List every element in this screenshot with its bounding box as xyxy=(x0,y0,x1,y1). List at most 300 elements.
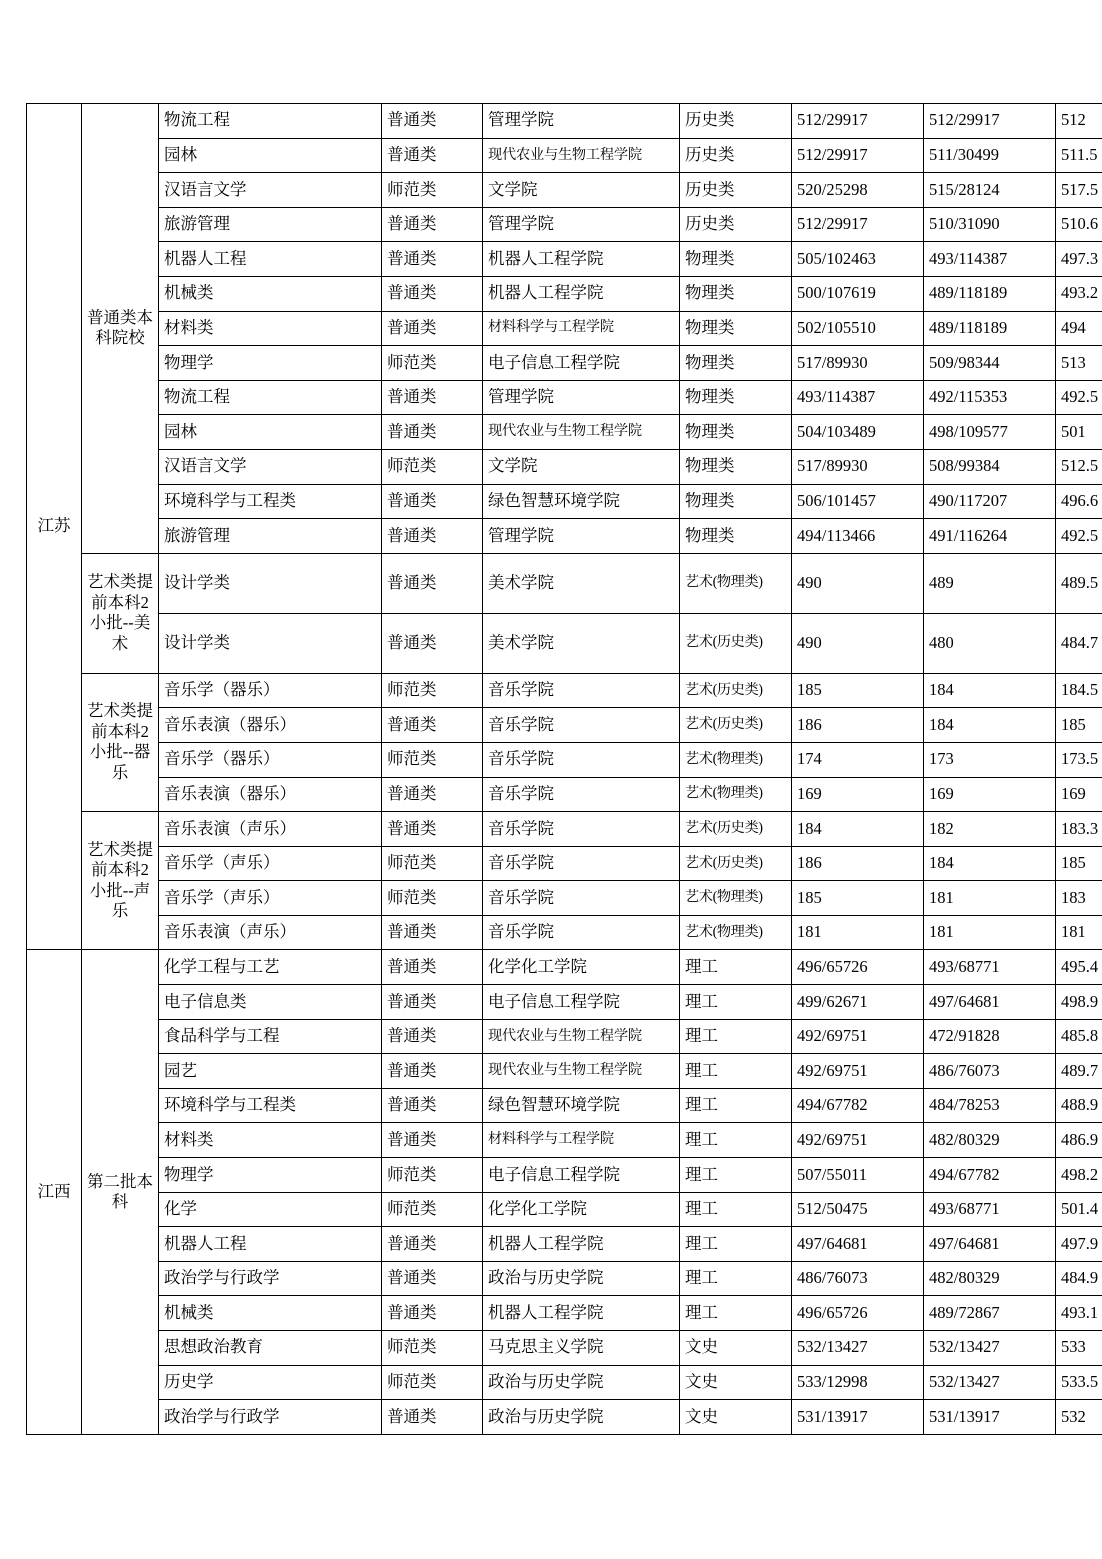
subject-cell: 物理类 xyxy=(680,346,792,381)
highest-score-cell: 520/25298 xyxy=(792,173,924,208)
subject-cell: 理工 xyxy=(680,1227,792,1262)
college-cell: 现代农业与生物工程学院 xyxy=(483,415,680,450)
province-cell: 江西 xyxy=(27,950,82,1434)
subject-cell: 文史 xyxy=(680,1365,792,1400)
subject-cell: 物理类 xyxy=(680,242,792,277)
table-row xyxy=(27,742,1102,777)
average-score-cell: 501.4 xyxy=(1056,1192,1102,1227)
subject-cell: 物理类 xyxy=(680,380,792,415)
subject-cell: 历史类 xyxy=(680,207,792,242)
lowest-score-cell: 532/13427 xyxy=(924,1365,1056,1400)
type-cell: 普通类 xyxy=(382,708,483,743)
highest-score-cell: 490 xyxy=(792,613,924,673)
major-cell: 旅游管理 xyxy=(159,207,382,242)
major-cell: 音乐表演（器乐） xyxy=(159,708,382,743)
college-cell: 化学化工学院 xyxy=(483,1192,680,1227)
table-row xyxy=(27,1088,1102,1123)
average-score-cell: 494 xyxy=(1056,311,1102,346)
type-cell: 普通类 xyxy=(382,104,483,139)
college-cell: 电子信息工程学院 xyxy=(483,985,680,1020)
average-score-cell: 485.8 xyxy=(1056,1019,1102,1054)
lowest-score-cell: 184 xyxy=(924,673,1056,708)
table-row xyxy=(27,415,1102,450)
province-cell: 江苏 xyxy=(27,104,82,950)
college-cell: 美术学院 xyxy=(483,613,680,673)
major-cell: 物流工程 xyxy=(159,380,382,415)
lowest-score-cell: 509/98344 xyxy=(924,346,1056,381)
type-cell: 普通类 xyxy=(382,1261,483,1296)
lowest-score-cell: 497/64681 xyxy=(924,1227,1056,1262)
major-cell: 历史学 xyxy=(159,1365,382,1400)
type-cell: 普通类 xyxy=(382,276,483,311)
table-row xyxy=(27,138,1102,173)
table-row xyxy=(27,346,1102,381)
batch-cell: 艺术类提前本科2小批--器乐 xyxy=(82,673,159,811)
major-cell: 设计学类 xyxy=(159,613,382,673)
average-score-cell: 185 xyxy=(1056,708,1102,743)
college-cell: 绿色智慧环境学院 xyxy=(483,1088,680,1123)
type-cell: 师范类 xyxy=(382,449,483,484)
college-cell: 管理学院 xyxy=(483,207,680,242)
type-cell: 普通类 xyxy=(382,1088,483,1123)
major-cell: 音乐学（器乐） xyxy=(159,742,382,777)
highest-score-cell: 169 xyxy=(792,777,924,812)
type-cell: 师范类 xyxy=(382,742,483,777)
average-score-cell: 489.7 xyxy=(1056,1054,1102,1089)
table-row xyxy=(27,1054,1102,1089)
page-content xyxy=(26,103,1099,1435)
lowest-score-cell: 494/67782 xyxy=(924,1158,1056,1193)
subject-cell: 艺术(历史类) xyxy=(680,613,792,673)
highest-score-cell: 486/76073 xyxy=(792,1261,924,1296)
subject-cell: 历史类 xyxy=(680,104,792,139)
highest-score-cell: 490 xyxy=(792,553,924,613)
type-cell: 师范类 xyxy=(382,846,483,881)
type-cell: 普通类 xyxy=(382,380,483,415)
subject-cell: 理工 xyxy=(680,985,792,1020)
table-row xyxy=(27,1296,1102,1331)
college-cell: 文学院 xyxy=(483,449,680,484)
type-cell: 普通类 xyxy=(382,950,483,985)
highest-score-cell: 532/13427 xyxy=(792,1331,924,1366)
major-cell: 化学 xyxy=(159,1192,382,1227)
highest-score-cell: 512/29917 xyxy=(792,104,924,139)
average-score-cell: 185 xyxy=(1056,846,1102,881)
major-cell: 电子信息类 xyxy=(159,985,382,1020)
table-row xyxy=(27,380,1102,415)
subject-cell: 理工 xyxy=(680,1088,792,1123)
college-cell: 政治与历史学院 xyxy=(483,1365,680,1400)
college-cell: 音乐学院 xyxy=(483,673,680,708)
highest-score-cell: 186 xyxy=(792,708,924,743)
major-cell: 政治学与行政学 xyxy=(159,1261,382,1296)
college-cell: 机器人工程学院 xyxy=(483,276,680,311)
lowest-score-cell: 482/80329 xyxy=(924,1261,1056,1296)
average-score-cell: 173.5 xyxy=(1056,742,1102,777)
table-row xyxy=(27,985,1102,1020)
college-cell: 音乐学院 xyxy=(483,915,680,950)
type-cell: 师范类 xyxy=(382,881,483,916)
admission-score-table xyxy=(26,103,1102,1435)
highest-score-cell: 186 xyxy=(792,846,924,881)
highest-score-cell: 506/101457 xyxy=(792,484,924,519)
table-row xyxy=(27,484,1102,519)
table-row xyxy=(27,242,1102,277)
subject-cell: 艺术(历史类) xyxy=(680,846,792,881)
highest-score-cell: 517/89930 xyxy=(792,346,924,381)
lowest-score-cell: 489/118189 xyxy=(924,276,1056,311)
highest-score-cell: 507/55011 xyxy=(792,1158,924,1193)
type-cell: 师范类 xyxy=(382,1365,483,1400)
major-cell: 旅游管理 xyxy=(159,519,382,554)
lowest-score-cell: 173 xyxy=(924,742,1056,777)
lowest-score-cell: 493/114387 xyxy=(924,242,1056,277)
lowest-score-cell: 508/99384 xyxy=(924,449,1056,484)
subject-cell: 物理类 xyxy=(680,484,792,519)
type-cell: 普通类 xyxy=(382,1019,483,1054)
subject-cell: 理工 xyxy=(680,1054,792,1089)
lowest-score-cell: 510/31090 xyxy=(924,207,1056,242)
major-cell: 机器人工程 xyxy=(159,242,382,277)
table-row xyxy=(27,846,1102,881)
table-row xyxy=(27,613,1102,673)
subject-cell: 历史类 xyxy=(680,173,792,208)
highest-score-cell: 185 xyxy=(792,673,924,708)
table-row xyxy=(27,1227,1102,1262)
type-cell: 师范类 xyxy=(382,173,483,208)
subject-cell: 艺术(物理类) xyxy=(680,881,792,916)
table-row xyxy=(27,1019,1102,1054)
highest-score-cell: 512/50475 xyxy=(792,1192,924,1227)
subject-cell: 文史 xyxy=(680,1331,792,1366)
average-score-cell: 489.5 xyxy=(1056,553,1102,613)
highest-score-cell: 174 xyxy=(792,742,924,777)
subject-cell: 理工 xyxy=(680,1261,792,1296)
highest-score-cell: 512/29917 xyxy=(792,207,924,242)
major-cell: 材料类 xyxy=(159,311,382,346)
college-cell: 音乐学院 xyxy=(483,742,680,777)
lowest-score-cell: 490/117207 xyxy=(924,484,1056,519)
major-cell: 环境科学与工程类 xyxy=(159,1088,382,1123)
college-cell: 文学院 xyxy=(483,173,680,208)
college-cell: 绿色智慧环境学院 xyxy=(483,484,680,519)
major-cell: 设计学类 xyxy=(159,553,382,613)
type-cell: 普通类 xyxy=(382,777,483,812)
subject-cell: 艺术(物理类) xyxy=(680,553,792,613)
table-row xyxy=(27,1400,1102,1435)
lowest-score-cell: 489 xyxy=(924,553,1056,613)
highest-score-cell: 505/102463 xyxy=(792,242,924,277)
type-cell: 普通类 xyxy=(382,613,483,673)
major-cell: 政治学与行政学 xyxy=(159,1400,382,1435)
lowest-score-cell: 497/64681 xyxy=(924,985,1056,1020)
table-row xyxy=(27,207,1102,242)
major-cell: 园林 xyxy=(159,415,382,450)
type-cell: 普通类 xyxy=(382,1296,483,1331)
lowest-score-cell: 493/68771 xyxy=(924,950,1056,985)
table-row xyxy=(27,1331,1102,1366)
table-row xyxy=(27,812,1102,847)
major-cell: 物理学 xyxy=(159,346,382,381)
type-cell: 普通类 xyxy=(382,242,483,277)
subject-cell: 文史 xyxy=(680,1400,792,1435)
highest-score-cell: 500/107619 xyxy=(792,276,924,311)
table-row xyxy=(27,276,1102,311)
college-cell: 管理学院 xyxy=(483,519,680,554)
college-cell: 政治与历史学院 xyxy=(483,1261,680,1296)
major-cell: 食品科学与工程 xyxy=(159,1019,382,1054)
college-cell: 机器人工程学院 xyxy=(483,1227,680,1262)
table-row xyxy=(27,1192,1102,1227)
major-cell: 汉语言文学 xyxy=(159,173,382,208)
type-cell: 师范类 xyxy=(382,346,483,381)
table-row xyxy=(27,1261,1102,1296)
subject-cell: 艺术(物理类) xyxy=(680,777,792,812)
table-row xyxy=(27,881,1102,916)
type-cell: 普通类 xyxy=(382,1400,483,1435)
highest-score-cell: 492/69751 xyxy=(792,1054,924,1089)
average-score-cell: 495.4 xyxy=(1056,950,1102,985)
table-row xyxy=(27,553,1102,613)
lowest-score-cell: 515/28124 xyxy=(924,173,1056,208)
college-cell: 现代农业与生物工程学院 xyxy=(483,1019,680,1054)
lowest-score-cell: 532/13427 xyxy=(924,1331,1056,1366)
table-row xyxy=(27,673,1102,708)
college-cell: 现代农业与生物工程学院 xyxy=(483,138,680,173)
college-cell: 材料科学与工程学院 xyxy=(483,311,680,346)
college-cell: 音乐学院 xyxy=(483,881,680,916)
major-cell: 机械类 xyxy=(159,1296,382,1331)
average-score-cell: 533.5 xyxy=(1056,1365,1102,1400)
college-cell: 音乐学院 xyxy=(483,846,680,881)
average-score-cell: 497.9 xyxy=(1056,1227,1102,1262)
average-score-cell: 533 xyxy=(1056,1331,1102,1366)
type-cell: 师范类 xyxy=(382,1192,483,1227)
lowest-score-cell: 498/109577 xyxy=(924,415,1056,450)
major-cell: 园艺 xyxy=(159,1054,382,1089)
major-cell: 音乐表演（器乐） xyxy=(159,777,382,812)
type-cell: 普通类 xyxy=(382,138,483,173)
average-score-cell: 532 xyxy=(1056,1400,1102,1435)
college-cell: 电子信息工程学院 xyxy=(483,346,680,381)
college-cell: 音乐学院 xyxy=(483,708,680,743)
average-score-cell: 498.2 xyxy=(1056,1158,1102,1193)
major-cell: 机械类 xyxy=(159,276,382,311)
highest-score-cell: 504/103489 xyxy=(792,415,924,450)
average-score-cell: 183 xyxy=(1056,881,1102,916)
subject-cell: 历史类 xyxy=(680,138,792,173)
lowest-score-cell: 484/78253 xyxy=(924,1088,1056,1123)
lowest-score-cell: 181 xyxy=(924,915,1056,950)
subject-cell: 理工 xyxy=(680,1296,792,1331)
type-cell: 师范类 xyxy=(382,1331,483,1366)
lowest-score-cell: 491/116264 xyxy=(924,519,1056,554)
major-cell: 音乐学（声乐） xyxy=(159,846,382,881)
type-cell: 普通类 xyxy=(382,812,483,847)
subject-cell: 理工 xyxy=(680,1019,792,1054)
type-cell: 普通类 xyxy=(382,207,483,242)
highest-score-cell: 494/67782 xyxy=(792,1088,924,1123)
batch-cell: 艺术类提前本科2小批--美术 xyxy=(82,553,159,673)
subject-cell: 物理类 xyxy=(680,449,792,484)
college-cell: 机器人工程学院 xyxy=(483,1296,680,1331)
type-cell: 普通类 xyxy=(382,1227,483,1262)
college-cell: 政治与历史学院 xyxy=(483,1400,680,1435)
college-cell: 现代农业与生物工程学院 xyxy=(483,1054,680,1089)
average-score-cell: 517.5 xyxy=(1056,173,1102,208)
major-cell: 化学工程与工艺 xyxy=(159,950,382,985)
subject-cell: 艺术(物理类) xyxy=(680,742,792,777)
table-row xyxy=(27,1123,1102,1158)
lowest-score-cell: 184 xyxy=(924,708,1056,743)
major-cell: 音乐学（声乐） xyxy=(159,881,382,916)
average-score-cell: 169 xyxy=(1056,777,1102,812)
major-cell: 物流工程 xyxy=(159,104,382,139)
average-score-cell: 497.3 xyxy=(1056,242,1102,277)
lowest-score-cell: 182 xyxy=(924,812,1056,847)
subject-cell: 艺术(物理类) xyxy=(680,915,792,950)
lowest-score-cell: 512/29917 xyxy=(924,104,1056,139)
major-cell: 思想政治教育 xyxy=(159,1331,382,1366)
lowest-score-cell: 511/30499 xyxy=(924,138,1056,173)
college-cell: 管理学院 xyxy=(483,104,680,139)
type-cell: 普通类 xyxy=(382,553,483,613)
average-score-cell: 512.5 xyxy=(1056,449,1102,484)
table-row xyxy=(27,311,1102,346)
lowest-score-cell: 480 xyxy=(924,613,1056,673)
highest-score-cell: 531/13917 xyxy=(792,1400,924,1435)
average-score-cell: 484.9 xyxy=(1056,1261,1102,1296)
major-cell: 音乐学（器乐） xyxy=(159,673,382,708)
table-row xyxy=(27,950,1102,985)
average-score-cell: 493.2 xyxy=(1056,276,1102,311)
table-row xyxy=(27,173,1102,208)
lowest-score-cell: 472/91828 xyxy=(924,1019,1056,1054)
lowest-score-cell: 486/76073 xyxy=(924,1054,1056,1089)
college-cell: 机器人工程学院 xyxy=(483,242,680,277)
highest-score-cell: 181 xyxy=(792,915,924,950)
average-score-cell: 493.1 xyxy=(1056,1296,1102,1331)
lowest-score-cell: 493/68771 xyxy=(924,1192,1056,1227)
type-cell: 普通类 xyxy=(382,1054,483,1089)
lowest-score-cell: 184 xyxy=(924,846,1056,881)
subject-cell: 物理类 xyxy=(680,311,792,346)
type-cell: 普通类 xyxy=(382,1123,483,1158)
table-row xyxy=(27,708,1102,743)
average-score-cell: 512 xyxy=(1056,104,1102,139)
major-cell: 物理学 xyxy=(159,1158,382,1193)
major-cell: 音乐表演（声乐） xyxy=(159,915,382,950)
highest-score-cell: 496/65726 xyxy=(792,1296,924,1331)
average-score-cell: 510.6 xyxy=(1056,207,1102,242)
average-score-cell: 484.7 xyxy=(1056,613,1102,673)
highest-score-cell: 533/12998 xyxy=(792,1365,924,1400)
batch-cell: 艺术类提前本科2小批--声乐 xyxy=(82,812,159,950)
subject-cell: 艺术(历史类) xyxy=(680,812,792,847)
table-row xyxy=(27,104,1102,139)
average-score-cell: 488.9 xyxy=(1056,1088,1102,1123)
subject-cell: 艺术(历史类) xyxy=(680,673,792,708)
highest-score-cell: 496/65726 xyxy=(792,950,924,985)
table-row xyxy=(27,1158,1102,1193)
average-score-cell: 511.5 xyxy=(1056,138,1102,173)
lowest-score-cell: 169 xyxy=(924,777,1056,812)
subject-cell: 艺术(历史类) xyxy=(680,708,792,743)
lowest-score-cell: 181 xyxy=(924,881,1056,916)
highest-score-cell: 492/69751 xyxy=(792,1123,924,1158)
average-score-cell: 513 xyxy=(1056,346,1102,381)
type-cell: 师范类 xyxy=(382,1158,483,1193)
college-cell: 材料科学与工程学院 xyxy=(483,1123,680,1158)
type-cell: 师范类 xyxy=(382,673,483,708)
highest-score-cell: 184 xyxy=(792,812,924,847)
major-cell: 音乐表演（声乐） xyxy=(159,812,382,847)
lowest-score-cell: 489/72867 xyxy=(924,1296,1056,1331)
subject-cell: 理工 xyxy=(680,1123,792,1158)
type-cell: 普通类 xyxy=(382,985,483,1020)
major-cell: 汉语言文学 xyxy=(159,449,382,484)
highest-score-cell: 512/29917 xyxy=(792,138,924,173)
subject-cell: 理工 xyxy=(680,1192,792,1227)
subject-cell: 理工 xyxy=(680,950,792,985)
highest-score-cell: 499/62671 xyxy=(792,985,924,1020)
average-score-cell: 486.9 xyxy=(1056,1123,1102,1158)
subject-cell: 理工 xyxy=(680,1158,792,1193)
highest-score-cell: 517/89930 xyxy=(792,449,924,484)
major-cell: 园林 xyxy=(159,138,382,173)
college-cell: 化学化工学院 xyxy=(483,950,680,985)
type-cell: 普通类 xyxy=(382,519,483,554)
average-score-cell: 498.9 xyxy=(1056,985,1102,1020)
college-cell: 马克思主义学院 xyxy=(483,1331,680,1366)
highest-score-cell: 492/69751 xyxy=(792,1019,924,1054)
table-row xyxy=(27,519,1102,554)
major-cell: 环境科学与工程类 xyxy=(159,484,382,519)
subject-cell: 物理类 xyxy=(680,415,792,450)
major-cell: 材料类 xyxy=(159,1123,382,1158)
subject-cell: 物理类 xyxy=(680,519,792,554)
type-cell: 普通类 xyxy=(382,484,483,519)
college-cell: 管理学院 xyxy=(483,380,680,415)
college-cell: 音乐学院 xyxy=(483,777,680,812)
highest-score-cell: 502/105510 xyxy=(792,311,924,346)
highest-score-cell: 185 xyxy=(792,881,924,916)
type-cell: 普通类 xyxy=(382,415,483,450)
highest-score-cell: 497/64681 xyxy=(792,1227,924,1262)
highest-score-cell: 494/113466 xyxy=(792,519,924,554)
average-score-cell: 496.6 xyxy=(1056,484,1102,519)
subject-cell: 物理类 xyxy=(680,276,792,311)
table-row xyxy=(27,1365,1102,1400)
average-score-cell: 184.5 xyxy=(1056,673,1102,708)
lowest-score-cell: 482/80329 xyxy=(924,1123,1056,1158)
batch-cell: 第二批本科 xyxy=(82,950,159,1434)
table-row xyxy=(27,449,1102,484)
batch-cell: 普通类本科院校 xyxy=(82,104,159,554)
lowest-score-cell: 492/115353 xyxy=(924,380,1056,415)
college-cell: 电子信息工程学院 xyxy=(483,1158,680,1193)
average-score-cell: 501 xyxy=(1056,415,1102,450)
college-cell: 音乐学院 xyxy=(483,812,680,847)
type-cell: 普通类 xyxy=(382,915,483,950)
college-cell: 美术学院 xyxy=(483,553,680,613)
type-cell: 普通类 xyxy=(382,311,483,346)
average-score-cell: 492.5 xyxy=(1056,380,1102,415)
lowest-score-cell: 531/13917 xyxy=(924,1400,1056,1435)
average-score-cell: 181 xyxy=(1056,915,1102,950)
average-score-cell: 492.5 xyxy=(1056,519,1102,554)
lowest-score-cell: 489/118189 xyxy=(924,311,1056,346)
